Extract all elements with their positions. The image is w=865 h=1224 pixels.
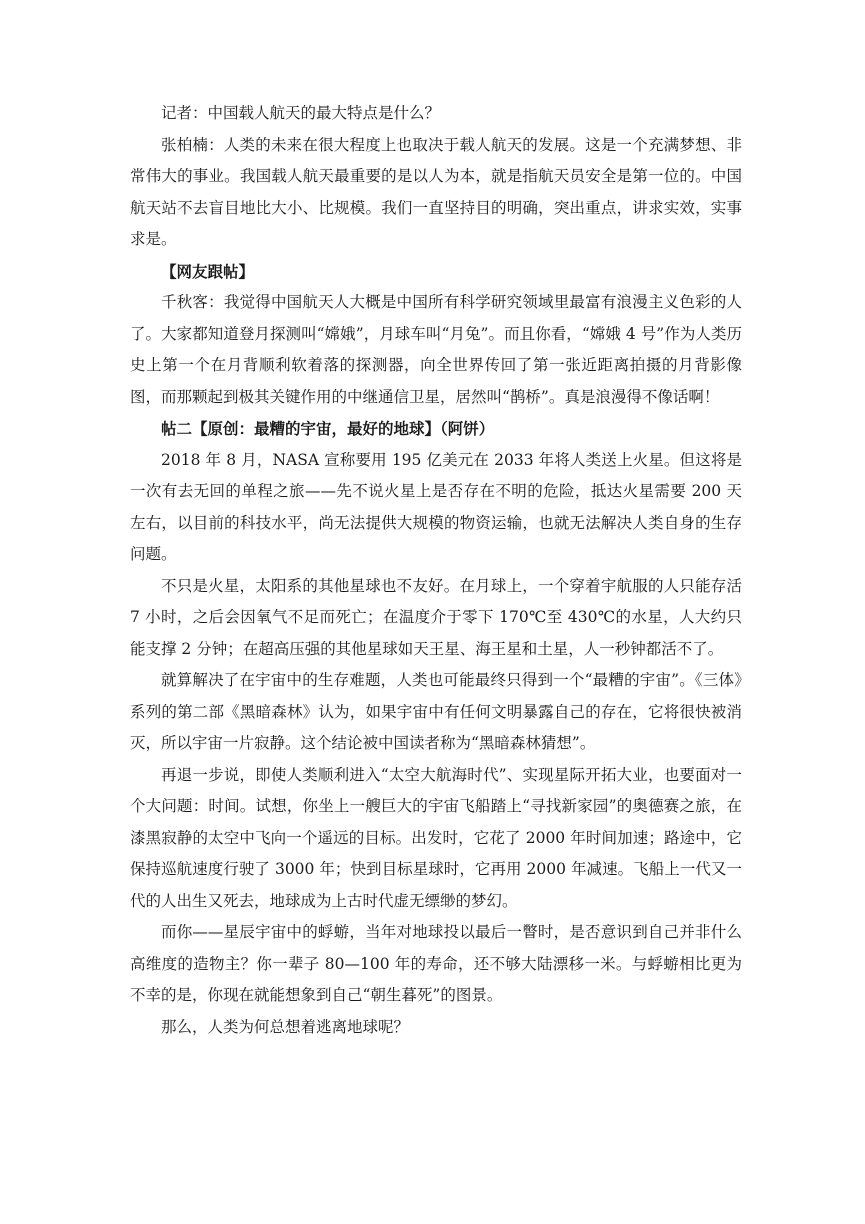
body-paragraph-dark-forest: 就算解决了在宇宙中的生存难题，人类也可能最终只得到一个“最糟的宇宙”。《三体》系列的第二部《黑暗森林》认为，如果宇宙中有任何文明暴露自己的存在，它将很快被消灭，所以宇宙一片寂静。这个结论被中国读者称为“黑暗森林猜想”。 <box>130 671 742 752</box>
body-paragraph-question: 那么，人类为何总想着逃离地球呢？ <box>161 1017 410 1036</box>
zhang-bainan-answer: 张柏楠：人类的未来在很大程度上也取决于载人航天的发展。这是一个充满梦想、非常伟大的事业。我国载人航天最重要的是以人为本，就是指航天员安全是第一位的。中国航天站不去盲目地比大小、比规模。我们一直坚持目的明确，突出重点，讲求实效，实事求是。 <box>130 135 742 248</box>
body-paragraph-mayfly: 而你——星辰宇宙中的蜉蝣，当年对地球投以最后一瞥时，是否意识到自己并非什么高维度的造物主？你一辈子 80—100 年的寿命，还不够大陆漂移一米。与蜉蝣相比更为不幸的是，你现在就能想象到自己“朝生暮死”的图景。 <box>130 923 742 1004</box>
body-paragraph-nasa: 2018 年 8 月，NASA 宣称要用 195 亿美元在 2033 年将人类送上火星。但这将是一次有去无回的单程之旅——先不说火星上是否存在不明的危险，抵达火星需要 200 天左右，以目前的科技水平，尚无法提供大规模的物资运输，也就无法解决人类自身的生存问题。 <box>130 450 742 563</box>
netizen-replies-heading: 【网友跟帖】 <box>161 261 255 281</box>
reporter-question: 记者：中国载人航天的最大特点是什么？ <box>161 104 441 122</box>
document-page <box>130 98 742 1043</box>
post-two-heading: 帖二【原创：最糟的宇宙，最好的地球】（阿饼） <box>161 419 495 438</box>
body-paragraph-solar-system: 不只是火星，太阳系的其他星球也不友好。在月球上，一个穿着宇航服的人只能存活 7 小时，之后会因氧气不足而死亡；在温度介于零下 170℃至 430℃的水星，人大约只能支撑 2 分钟；在超高压强的其他星球如天王星、海王星和土星，人一秒钟都活不了。 <box>130 576 742 658</box>
body-paragraph-time: 再退一步说，即使人类顺利进入“太空大航海时代”、实现星际开拓大业，也要面对一个大问题：时间。试想，你坐上一艘巨大的宇宙飞船踏上“寻找新家园”的奥德赛之旅，在漆黑寂静的太空中飞向一个遥远的目标。出发时，它花了 2000 年时间加速；路途中，它保持巡航速度行驶了 3000 年；快到目标星球时，它再用 2000 年减速。飞船上一代又一代的人出生又死去，地球成为上古时代虚无缥缈的梦幻。 <box>130 765 742 910</box>
qianqiuke-comment: 千秋客：我觉得中国航天人大概是中国所有科学研究领域里最富有浪漫主义色彩的人了。大家都知道登月探测叫“嫦娥”，月球车叫“月兔”。而且你看，“嫦娥 4 号”作为人类历史上第一个在月背顺利软着落的探测器，向全世界传回了第一张近距离拍摄的月背影像图，而那颗起到极其关键作用的中继通信卫星，居然叫“鹊桥”。真是浪漫得不像话啊！ <box>130 293 742 406</box>
